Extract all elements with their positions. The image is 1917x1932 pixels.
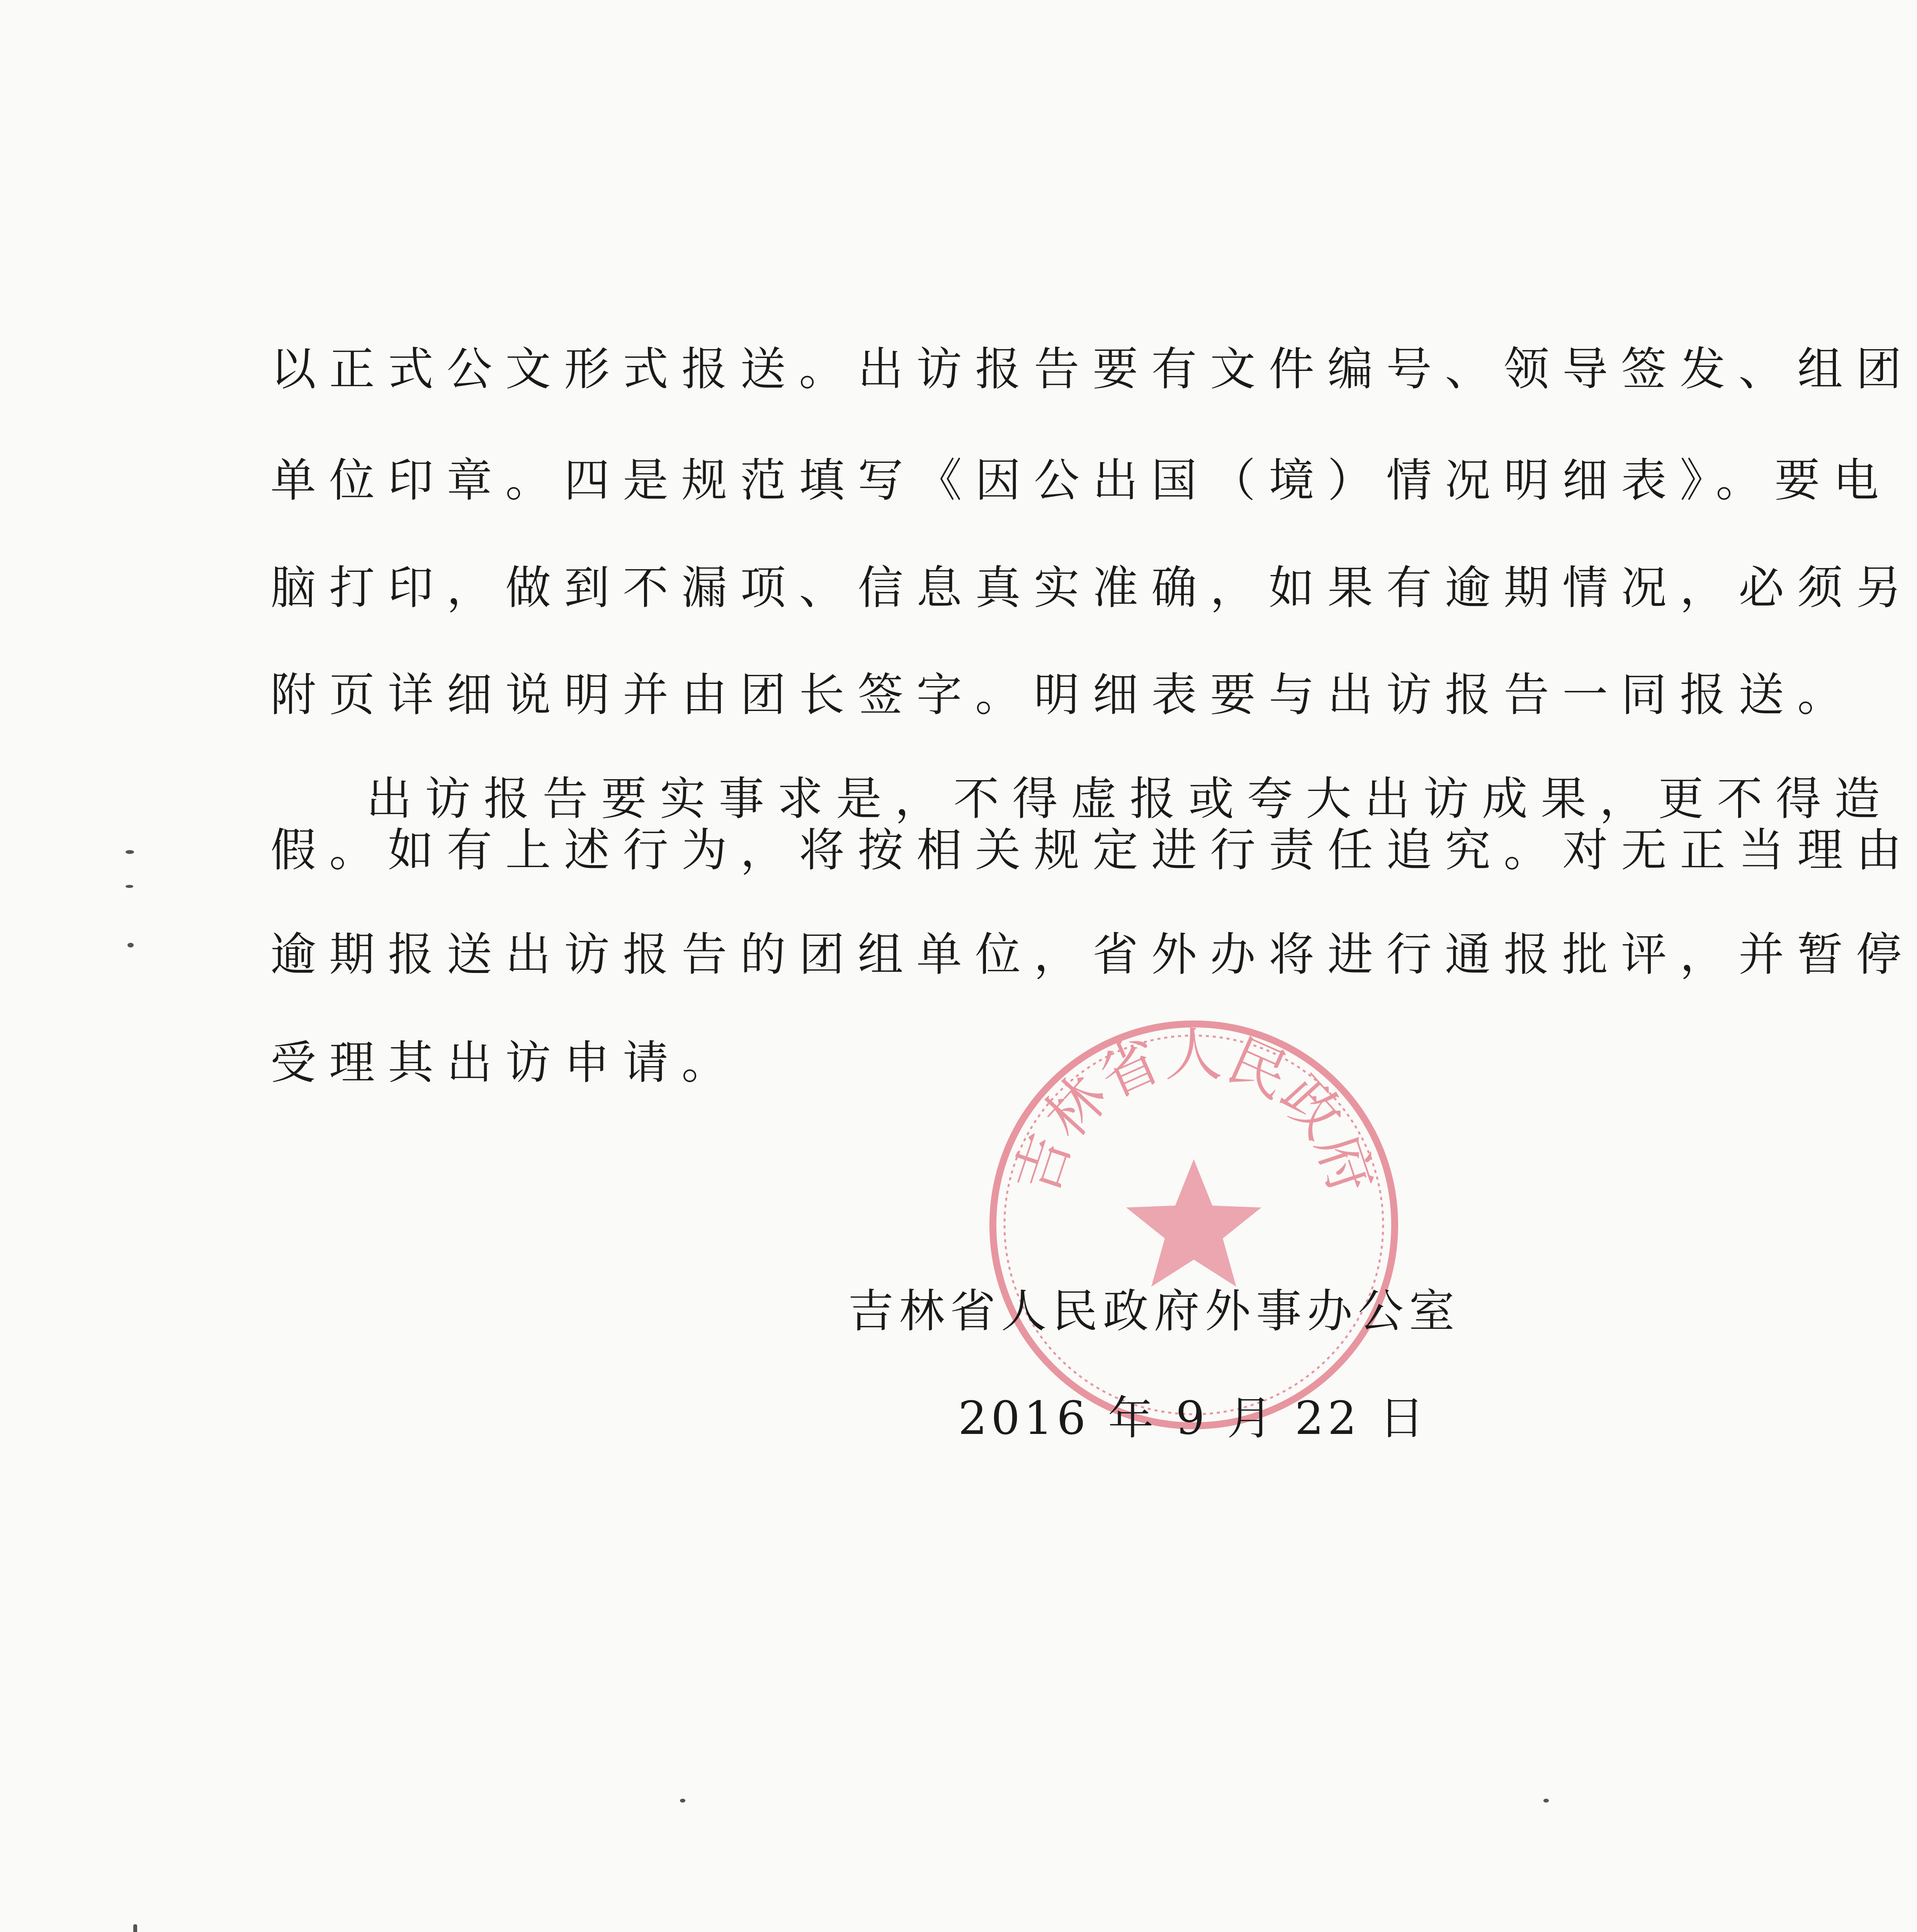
body-line: 逾期报送出访报告的团组单位，省外办将进行通报批评，并暂停: [270, 928, 1915, 981]
body-line: 假。如有上述行为，将按相关规定进行责任追究。对无正当理由: [270, 823, 1915, 877]
body-line: 附页详细说明并由团长签字。明细表要与出访报告一同报送。: [270, 668, 1856, 721]
signature-date: 2016 年 9 月 22 日: [958, 1391, 1429, 1445]
signature-organization: 吉林省人民政府外事办公室: [848, 1284, 1460, 1338]
scan-speck: [126, 885, 133, 888]
body-line: 脑打印，做到不漏项、信息真实准确，如果有逾期情况，必须另: [270, 561, 1915, 614]
body-line: 出访报告要实事求是，不得虚报或夸大出访成果，更不得造: [366, 772, 1893, 825]
scan-speck: [133, 1924, 137, 1932]
seal-text: 吉林省人民政府: [1002, 1021, 1386, 1202]
scan-speck: [126, 850, 134, 854]
scan-speck: [680, 1799, 685, 1803]
body-line: 受理其出访申请。: [270, 1036, 741, 1089]
scan-speck: [127, 943, 134, 947]
body-line: 以正式公文形式报送。出访报告要有文件编号、领导签发、组团: [270, 342, 1915, 396]
official-seal-icon: [981, 1012, 1406, 1437]
body-line: 单位印章。四是规范填写《因公出国（境）情况明细表》。要电: [270, 454, 1892, 507]
scan-speck: [1543, 1799, 1549, 1803]
